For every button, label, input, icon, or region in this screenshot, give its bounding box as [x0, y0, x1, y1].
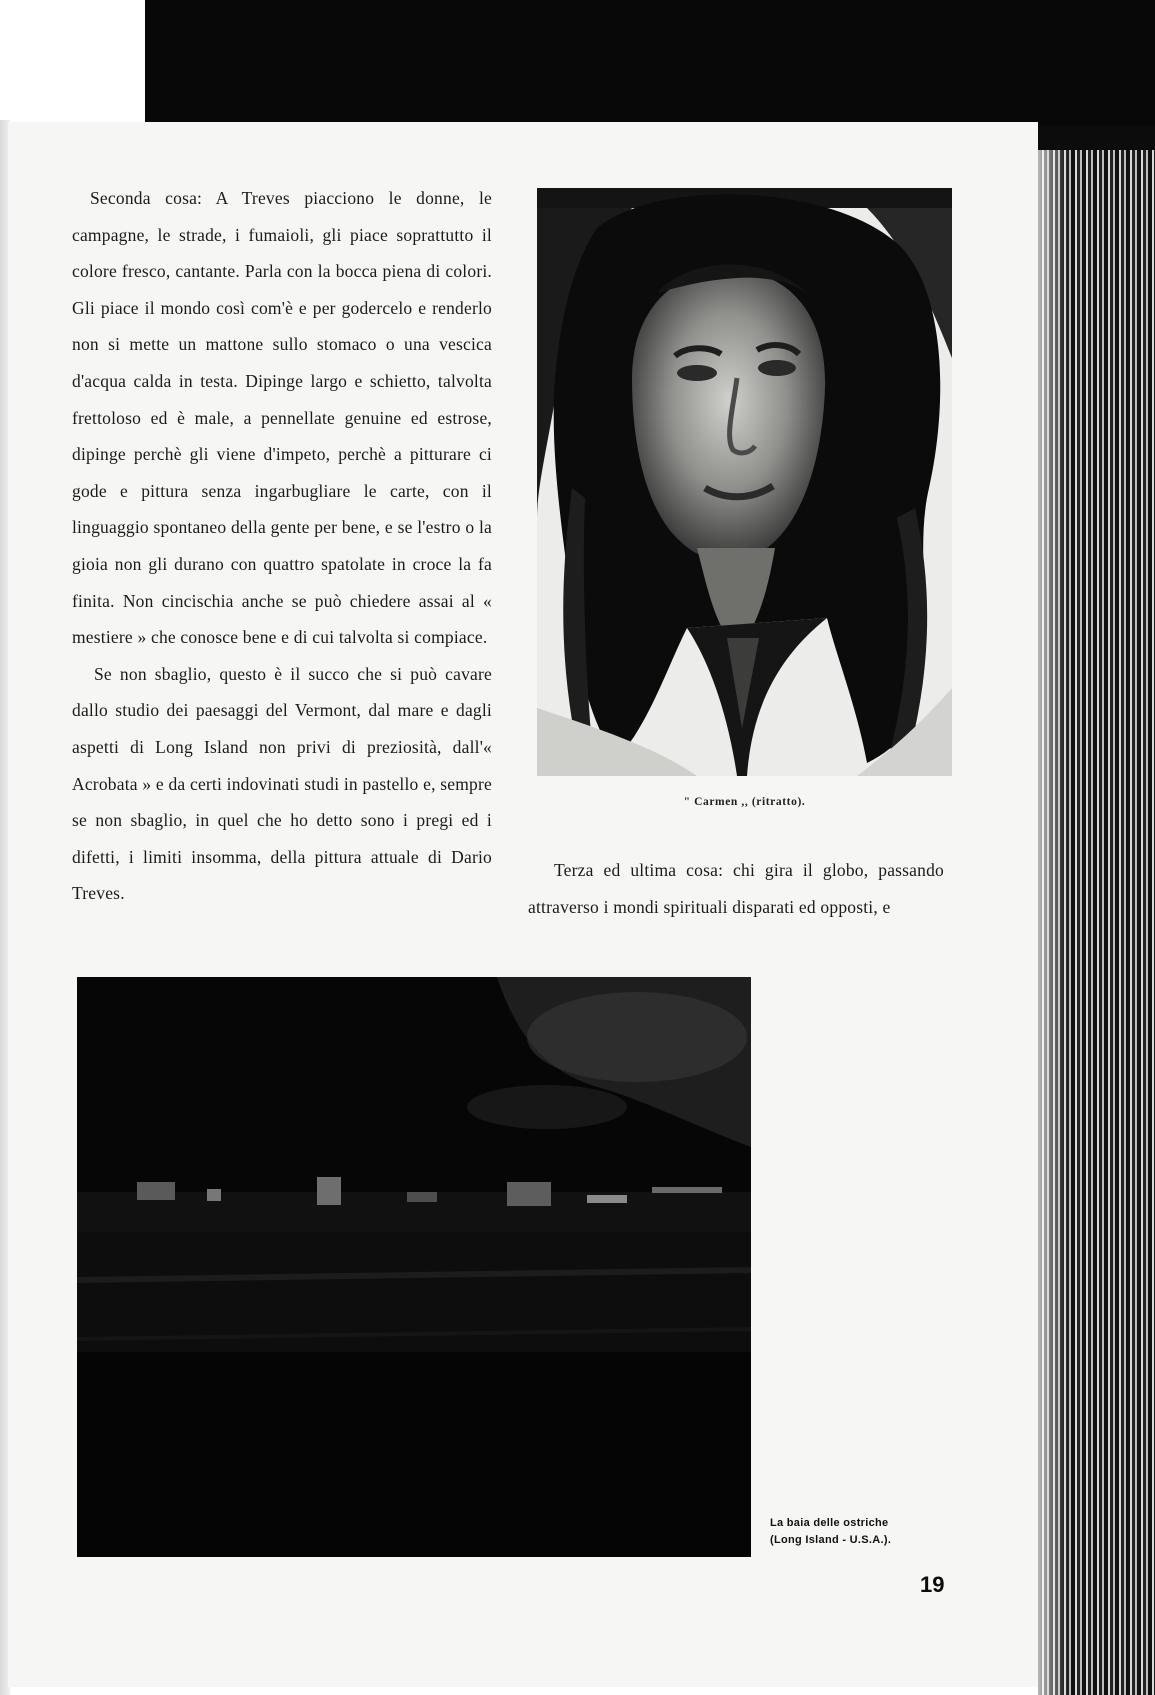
oyster-bay-painting-image — [77, 977, 751, 1557]
article-paragraph-2: Se non sbaglio, questo è il succo che si può cavare dallo studio dei paesaggi del Vermont, dal mare e dagli aspetti di Long Island non privi di preziosità, dall'« Acrobata » e da certi indovinati studi in pastello e, sempre se non sbaglio, in quel che ho detto sono i pregi ed i difetti, i limiti insomma, della pittura attuale di Dario Treves. — [72, 663, 492, 904]
bay-caption-location: (Long Island - U.S.A.). — [770, 1534, 892, 1546]
scan-dark-border-top — [145, 0, 1155, 125]
page-stack-shade — [1038, 150, 1068, 1695]
article-left-column — [72, 180, 492, 912]
article-right-column — [528, 852, 944, 926]
oyster-bay-painting-drawing — [77, 977, 751, 1557]
bay-caption-title: La baia delle ostriche — [770, 1517, 889, 1529]
portrait-caption: " Carmen ,, (ritratto). — [683, 796, 806, 808]
bay-painting-caption — [770, 1515, 962, 1549]
carmen-portrait-image — [537, 188, 952, 776]
carmen-portrait-drawing — [537, 188, 952, 776]
article-paragraph-1: Seconda cosa: A Treves piacciono le donne, le campagne, le strade, i fumaioli, gli piace soprattutto il colore fresco, cantante. Parla con la bocca piena di colori. Gli piace il mondo così com'è e per godercelo e renderlo non si mette un mattone sullo stomaco o una vescica d'acqua calda in testa. Dipinge largo e schietto, talvolta frettoloso ed è male, a pennellate genuine ed estrose, dipinge perchè gli viene d'impeto, perchè a pitturare ci gode e pittura senza ingarbugliare le carte, con il linguaggio spontaneo della gente per bene, e se l'estro o la gioia non gli durano con quattro spatolate in croce la fa finita. Non cincischia anche se può chiedere assai al « mestiere » che conosce bene e di cui talvolta si compiace. — [72, 188, 492, 648]
page-number: 19 — [920, 1572, 945, 1597]
article-paragraph-3: Terza ed ultima cosa: chi gira il globo, passando attraverso i mondi spirituali disparati ed opposti, e — [528, 860, 944, 917]
